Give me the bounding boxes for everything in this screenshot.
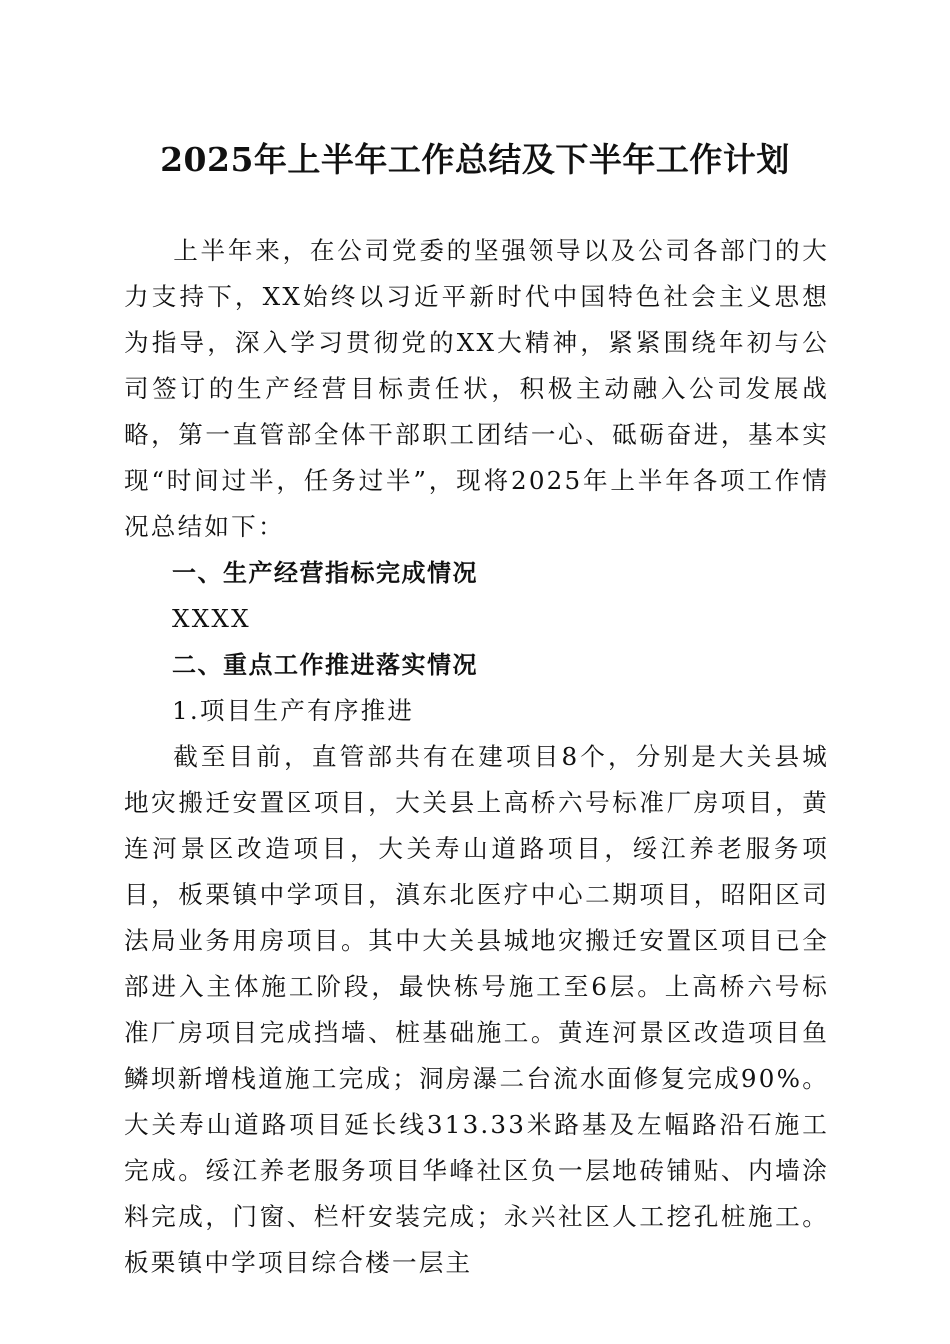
document-body	[124, 228, 829, 1286]
document-title: 2025年上半年工作总结及下半年工作计划	[160, 140, 790, 179]
subsection1-heading: 1.项目生产有序推进	[172, 696, 415, 725]
subsection1-paragraph: 截至目前，直管部共有在建项目8个，分别是大关县城地灾搬迁安置区项目，大关县上高桥六号标准厂房项目，黄连河景区改造项目，大关寿山道路项目，绥江养老服务项目，板栗镇中学项目，滇东北医疗中心二期项目，昭阳区司法局业务用房项目。其中大关县城地灾搬迁安置区项目已全部进入主体施工阶段，最快栋号施工至6层。上高桥六号标准厂房项目完成挡墙、桩基础施工。黄连河景区改造项目鱼鳞坝新增栈道施工完成；洞房瀑二台流水面修复完成90%。大关寿山道路项目延长线313.33米路基及左幅路沿石施工完成。绥江养老服务项目华峰社区负一层地砖铺贴、内墙涂料完成，门窗、栏杆安装完成；永兴社区人工挖孔桩施工。板栗镇中学项目综合楼一层主	[124, 742, 829, 1277]
section1-body: XXXX	[172, 604, 251, 633]
section1-heading: 一、生产经营指标完成情况	[172, 559, 478, 587]
intro-paragraph: 上半年来，在公司党委的坚强领导以及公司各部门的大力支持下，XX始终以习近平新时代中国特色社会主义思想为指导，深入学习贯彻党的XX大精神，紧紧围绕年初与公司签订的生产经营目标责任状，积极主动融入公司发展战略，第一直管部全体干部职工团结一心、砥砺奋进，基本实现“时间过半，任务过半”，现将2025年上半年各项工作情况总结如下：	[124, 236, 829, 541]
section2-heading: 二、重点工作推进落实情况	[172, 651, 478, 679]
